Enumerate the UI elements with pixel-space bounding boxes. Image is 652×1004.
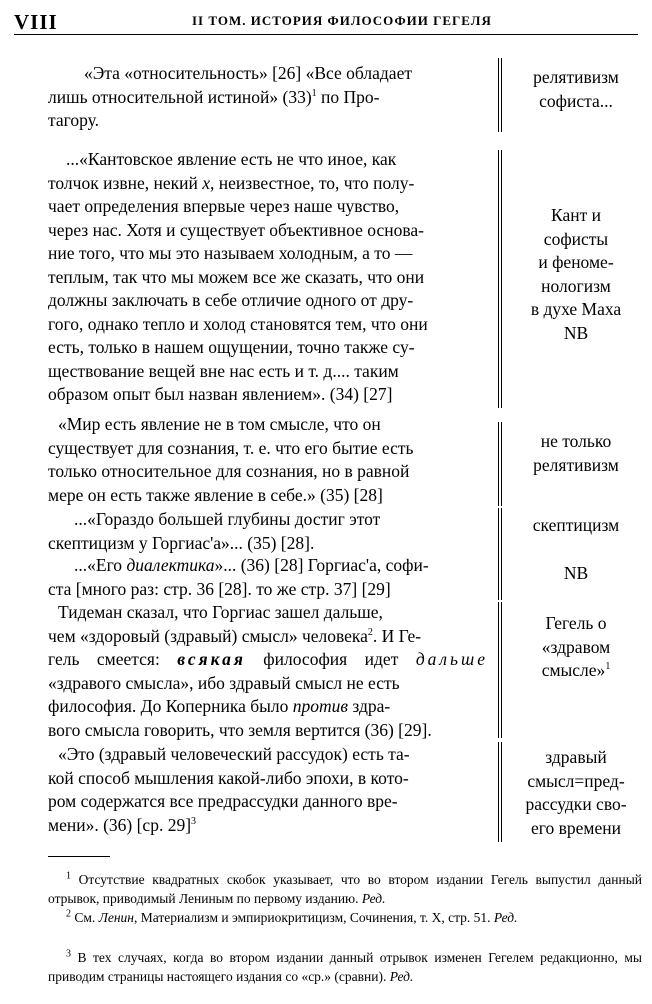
margin-bar-4 <box>498 508 502 554</box>
margin-note-1: релятивизм софиста... <box>533 67 619 111</box>
margin-note-4: скептицизм <box>532 515 620 535</box>
margin-bar-3 <box>498 422 502 506</box>
paragraph-5: ...«Его диалектика»... (36) [28] Горгиас'а, софи- ста [много раз: стр. 36 [28]. то же стр. 37] [29] <box>48 555 429 599</box>
paragraph-2: ...«Кантовское явление есть не что иное, как толчок извне, некий x, неизвестное, то, что полу- чает определения впервые через наше чувство, через нас. Хотя и существует объективное основа- ние того, что мы это называем холодным, а то — теплым, так что мы можем все же сказать, что они должны заключать в себе отличие одного от дру- гого, однако тепло и холод становятся тем, что они есть, только в нашем ощущении, точно также су- ществование вещей вне нас есть и т. д.... таким образом опыт был назван явлением». (34) [27] <box>48 149 428 404</box>
margin-note-5: NB <box>563 563 589 583</box>
margin-note-2: Кант и софисты и феноме- нологизм в духе Маха NB <box>530 205 622 343</box>
margin-bar-5 <box>498 554 502 600</box>
paragraph-4: ...«Гораздо большей глубины достиг этот скептицизм у Горгиас'а»... (35) [28]. <box>48 509 381 553</box>
paragraph-3: «Мир есть явление не в том смысле, что он существует для сознания, т. е. что его бытие есть только относительное для сознания, но в равной мере он есть также явление в себе.» (35) [28] <box>48 414 414 505</box>
footnote-rule <box>48 856 110 857</box>
margin-bar-1 <box>498 58 502 132</box>
margin-bar-6 <box>498 602 502 738</box>
margin-note-6: Гегель о «здравом смысле»$^1$ <box>541 613 611 680</box>
footnote-3: $^3$ В тех случаях, когда во втором издании данный отрывок изменен Гегелем редакционно, мы приводим страницы настоящего издания со «ср.» (сравни). Ред. <box>48 948 643 984</box>
margin-bar-2 <box>498 150 502 408</box>
running-title: II ТОМ. ИСТОРИЯ ФИЛОСОФИИ ГЕГЕЛЯ <box>192 13 492 28</box>
margin-note-3: не только релятивизм <box>533 431 619 475</box>
page-number: VIII <box>14 10 58 34</box>
paragraph-6: Тидеман сказал, что Горгиас зашел дальше, чем «здоровый (здравый) смысл» человека$^2$. И Ге- гель смеется: всякая философия идет дальше «здравого смысла», ибо здравый смысл не есть философия. До Коперника было против здра- вого смысла говорить, что земля вертится (36) [29]. <box>48 602 488 740</box>
footnote-2: $^2$ См. Ленин, Материализм и эмпириокритицизм, Сочинения, т. X, стр. 51. Ред. <box>66 908 518 925</box>
footnote-1: $^1$ Отсутствие квадратных скобок указывает, что во втором издании Гегель выпустил данный отрывок, приводимый Лениным по первому изданию. Ред. <box>48 870 643 906</box>
paragraph-7: «Это (здравый человеческий рассудок) есть та- кой способ мышления какой-либо эпохи, в кото- ром содержатся все предрассудки данного вре- мени». (36) [ср. 29]$^3$ <box>48 744 410 835</box>
margin-bar-7 <box>498 742 502 842</box>
margin-note-7: здравый смысл=пред- рассудки сво- его времени <box>525 747 627 838</box>
page-header <box>14 4 638 35</box>
paragraph-1: «Эта «относительность» [26] «Все обладает лишь относительной истиной» $(33)^1$ по Про- тагору. <box>48 63 412 130</box>
